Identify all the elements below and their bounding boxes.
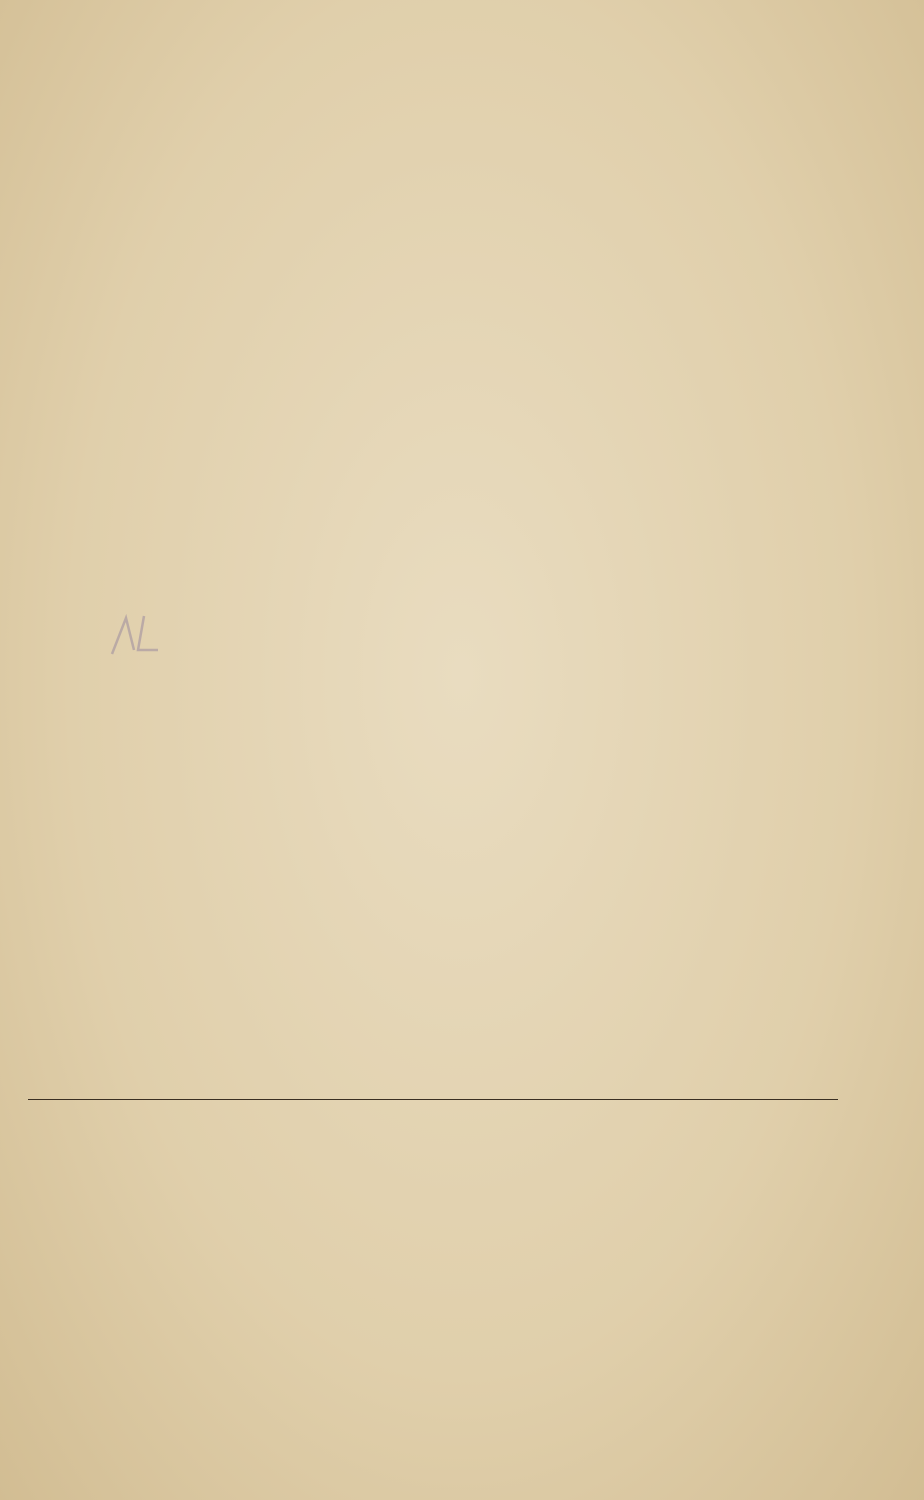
footnote-divider <box>28 1099 838 1100</box>
handwritten-mark <box>104 610 174 660</box>
